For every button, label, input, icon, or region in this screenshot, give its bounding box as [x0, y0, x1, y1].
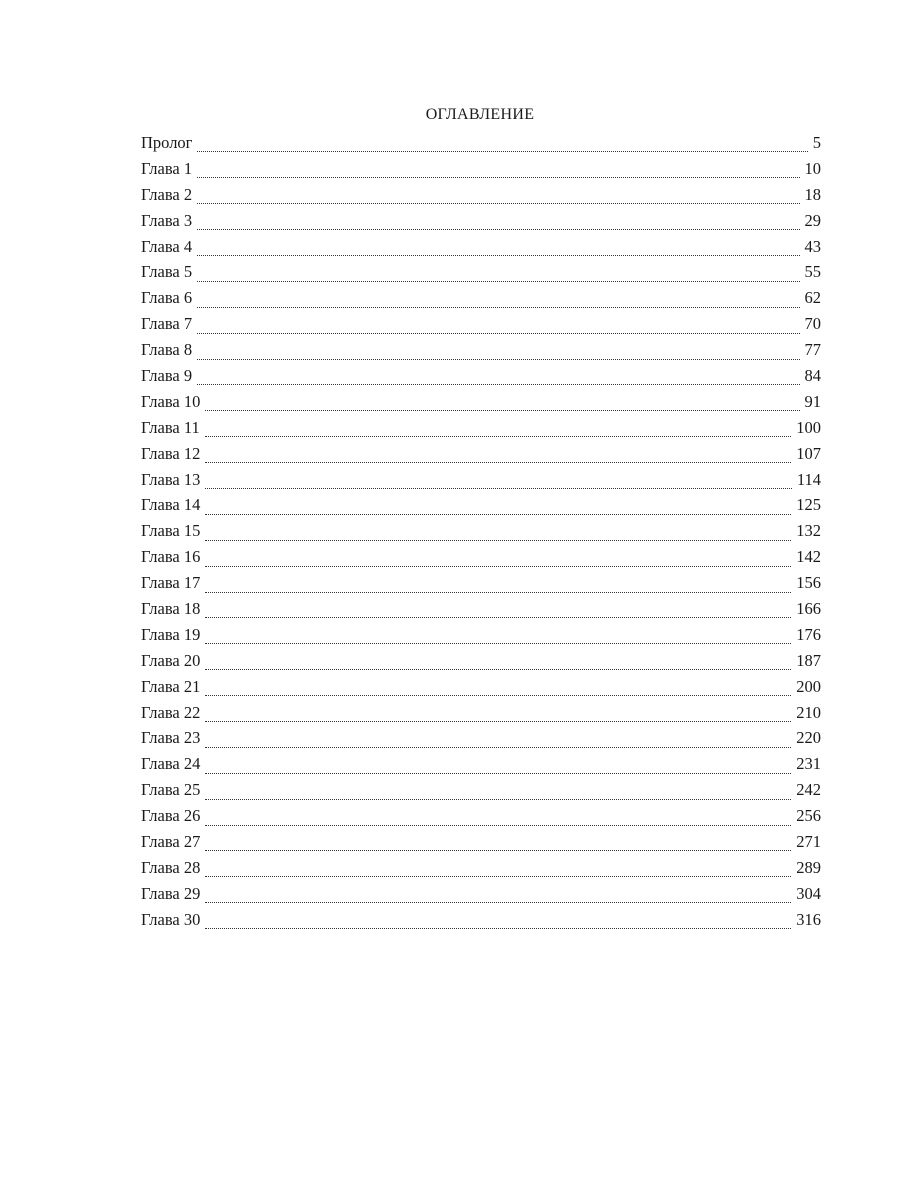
toc-entry-label: Глава 20 — [141, 650, 201, 670]
toc-entry-label: Пролог — [141, 133, 193, 152]
toc-entry — [141, 311, 821, 337]
toc-entry — [141, 777, 821, 803]
dot-leader — [197, 341, 799, 360]
dot-leader — [205, 910, 791, 929]
toc-entry-page-number: 107 — [796, 443, 821, 463]
dot-leader — [205, 884, 791, 903]
toc-entry — [141, 492, 821, 518]
dot-leader — [205, 781, 791, 800]
toc-title: ОГЛАВЛЕНИЕ — [425, 106, 535, 123]
toc-entry-label: Глава 4 — [141, 236, 193, 256]
toc-entry-page-number: 289 — [796, 857, 821, 877]
toc-entry-page-number: 55 — [804, 262, 821, 282]
toc-entry-label: Глава 6 — [141, 288, 193, 308]
toc-entry — [141, 156, 821, 182]
toc-entry — [141, 855, 821, 881]
toc-entry — [141, 285, 821, 311]
dot-leader — [205, 599, 791, 618]
toc-entry-label: Глава 15 — [141, 521, 201, 541]
toc-entry-label: Глава 1 — [141, 158, 193, 178]
dot-leader — [205, 470, 791, 489]
toc-entry-label: Глава 11 — [141, 417, 200, 437]
toc-entry-page-number: 77 — [804, 340, 821, 360]
toc-entry-label: Глава 17 — [141, 573, 201, 593]
toc-entry-label: Глава 5 — [141, 262, 193, 282]
dot-leader — [205, 418, 791, 437]
toc-entry — [141, 415, 821, 441]
toc-entry-page-number: 100 — [796, 417, 821, 437]
dot-leader — [197, 159, 799, 178]
toc-entry — [141, 389, 821, 415]
dot-leader — [205, 832, 791, 851]
toc-entry — [141, 751, 821, 777]
toc-entry-page-number: 43 — [804, 236, 821, 256]
dot-leader — [197, 315, 799, 334]
toc-entry-page-number: 156 — [796, 573, 821, 593]
dot-leader — [197, 366, 799, 385]
dot-leader — [205, 807, 791, 826]
toc-entry-page-number: 231 — [796, 754, 821, 774]
toc-entry-label: Глава 23 — [141, 728, 201, 748]
dot-leader — [197, 211, 799, 230]
toc-entry-label: Глава 13 — [141, 469, 201, 489]
toc-entry-label: Глава 18 — [141, 599, 201, 619]
toc-entry-label: Глава 7 — [141, 314, 193, 334]
toc-entry-label: Глава 22 — [141, 702, 201, 722]
toc-entry — [141, 544, 821, 570]
dot-leader — [205, 677, 791, 696]
toc-entry — [141, 467, 821, 493]
dot-leader — [197, 185, 799, 204]
toc-entry-page-number: 176 — [796, 624, 821, 644]
toc-entry — [141, 570, 821, 596]
toc-entry-page-number: 84 — [804, 366, 821, 386]
toc-entry — [141, 622, 821, 648]
toc-entry-label: Глава 2 — [141, 184, 193, 204]
toc-entry-page-number: 166 — [796, 599, 821, 619]
toc-entry-page-number: 125 — [796, 495, 821, 515]
toc-entry-page-number: 5 — [812, 133, 821, 152]
toc-entry-label: Глава 16 — [141, 547, 201, 567]
dot-leader — [205, 755, 791, 774]
toc-entry-page-number: 132 — [796, 521, 821, 541]
dot-leader — [205, 444, 791, 463]
dot-leader — [197, 263, 799, 282]
toc-entry — [141, 596, 821, 622]
toc-entry — [141, 803, 821, 829]
toc-entry-label: Глава 27 — [141, 832, 201, 852]
dot-leader — [197, 289, 799, 308]
toc-entry-label: Глава 29 — [141, 883, 201, 903]
toc-entry — [141, 441, 821, 467]
toc-entry — [141, 208, 821, 234]
toc-entry-page-number: 62 — [804, 288, 821, 308]
toc-entry-page-number: 29 — [804, 210, 821, 230]
toc-entry — [141, 337, 821, 363]
dot-leader — [197, 133, 807, 152]
toc-entry-label: Глава 25 — [141, 780, 201, 800]
toc-entry — [141, 518, 821, 544]
toc-entry-page-number: 242 — [796, 780, 821, 800]
toc-entry-page-number: 210 — [796, 702, 821, 722]
toc-entry-page-number: 220 — [796, 728, 821, 748]
dot-leader — [205, 548, 791, 567]
toc-entry-page-number: 91 — [804, 391, 821, 411]
toc-entry — [141, 648, 821, 674]
toc-entry — [141, 829, 821, 855]
dot-leader — [205, 496, 791, 515]
toc-entry-label: Глава 14 — [141, 495, 201, 515]
dot-leader — [205, 574, 791, 593]
toc-entry-label: Глава 30 — [141, 909, 201, 929]
toc-entry-page-number: 316 — [796, 909, 821, 929]
dot-leader — [205, 625, 791, 644]
toc-entry — [141, 259, 821, 285]
toc-entry-label: Глава 9 — [141, 366, 193, 386]
toc-entry-label: Глава 19 — [141, 624, 201, 644]
toc-entry-label: Глава 3 — [141, 210, 193, 230]
toc-entry-page-number: 10 — [804, 158, 821, 178]
toc-entry-label: Глава 10 — [141, 391, 201, 411]
toc-entry-page-number: 142 — [796, 547, 821, 567]
toc-entry — [141, 182, 821, 208]
toc-entry — [141, 725, 821, 751]
toc-entry-label: Глава 28 — [141, 857, 201, 877]
toc-entry-page-number: 256 — [796, 806, 821, 826]
toc-entry — [141, 234, 821, 260]
toc-entry-page-number: 187 — [796, 650, 821, 670]
dot-leader — [197, 237, 799, 256]
dot-leader — [205, 392, 799, 411]
table-of-contents — [141, 130, 821, 933]
toc-entry — [141, 907, 821, 933]
dot-leader — [205, 703, 791, 722]
toc-entry — [141, 363, 821, 389]
toc-entry-page-number: 304 — [796, 883, 821, 903]
toc-entry-label: Глава 12 — [141, 443, 201, 463]
dot-leader — [205, 651, 791, 670]
toc-entry-page-number: 18 — [804, 184, 821, 204]
toc-entry — [141, 700, 821, 726]
toc-entry-page-number: 271 — [796, 832, 821, 852]
toc-entry-page-number: 114 — [796, 469, 821, 489]
toc-entry-page-number: 70 — [804, 314, 821, 334]
toc-entry-label: Глава 24 — [141, 754, 201, 774]
toc-entry-label: Глава 21 — [141, 676, 201, 696]
toc-entry — [141, 881, 821, 907]
dot-leader — [205, 858, 791, 877]
dot-leader — [205, 522, 791, 541]
toc-entry-label: Глава 26 — [141, 806, 201, 826]
toc-entry-label: Глава 8 — [141, 340, 193, 360]
toc-entry — [141, 674, 821, 700]
toc-entry — [141, 130, 821, 156]
toc-entry-page-number: 200 — [796, 676, 821, 696]
dot-leader — [205, 729, 791, 748]
